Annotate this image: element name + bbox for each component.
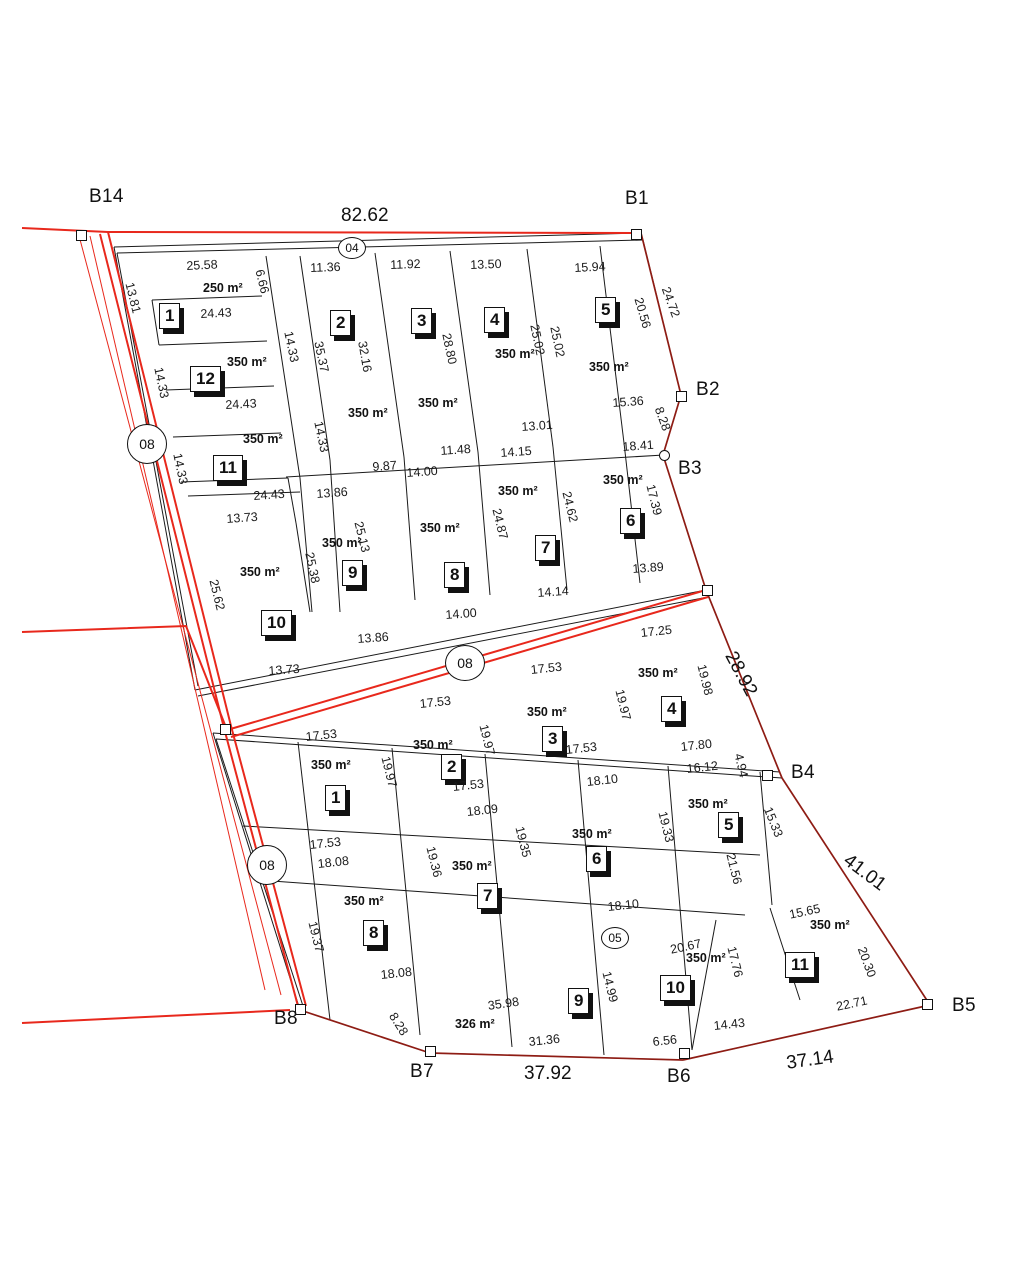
lot-number-box[interactable]: 6: [620, 508, 641, 534]
edge-dimension-label: 8.28: [651, 405, 674, 433]
edge-dimension-label: 18.08: [380, 964, 413, 982]
edge-dimension-label: 17.53: [565, 739, 598, 757]
lot-area-label: 350 m²: [686, 951, 726, 965]
road-red-thin: [78, 232, 281, 995]
edge-dimension-label: 20.67: [669, 936, 703, 957]
edge-dimension-label: 20.56: [631, 296, 654, 330]
lot-area-label: 350 m²: [240, 565, 280, 579]
lot-area-label: 350 m²: [322, 536, 362, 550]
lot-number-box[interactable]: 8: [444, 562, 465, 588]
corner-label-B7: B7: [410, 1061, 434, 1082]
edge-dimension-label: 17.53: [305, 726, 338, 744]
edge-dimension-label: 17.25: [640, 622, 673, 640]
edge-dimension-label: 19.36: [423, 845, 445, 879]
corner-node-B14: [76, 230, 87, 241]
edge-dimension-label: 18.41: [622, 437, 655, 454]
lot-area-label: 350 m²: [452, 859, 492, 873]
corner-label-B3: B3: [678, 458, 702, 479]
lot-number-box[interactable]: 7: [477, 883, 498, 909]
perimeter-dimension: 41.01: [839, 850, 890, 896]
edge-dimension-label: 18.10: [586, 771, 619, 789]
edge-dimension-label: 20.30: [854, 945, 879, 980]
edge-dimension-label: 14.43: [713, 1015, 746, 1033]
corner-node-B4: [762, 770, 773, 781]
road-marker-04: 04: [338, 237, 366, 259]
edge-dimension-label: 11.36: [310, 259, 341, 275]
edge-dimension-label: 14.99: [599, 970, 621, 1004]
road-red-lines: [22, 228, 708, 1023]
road-marker-05: 05: [601, 927, 629, 949]
edge-dimension-label: 19.98: [694, 663, 716, 697]
corner-label-B6: B6: [667, 1066, 691, 1087]
edge-dimension-label: 18.09: [466, 801, 499, 819]
perimeter-dimension: 28.92: [720, 648, 762, 700]
edge-dimension-label: 19.33: [655, 810, 677, 844]
edge-dimension-label: 24.72: [658, 285, 683, 320]
edge-dimension-label: 35.37: [311, 340, 332, 374]
lot-area-label: 350 m²: [527, 705, 567, 719]
edge-dimension-label: 22.71: [835, 993, 869, 1014]
parcel-lines: [114, 233, 930, 1060]
road-marker-08-left: 08: [127, 424, 167, 464]
lot-number-box[interactable]: 4: [484, 307, 505, 333]
edge-dimension-label: 25.02: [527, 323, 548, 357]
lot-area-label: 350 m²: [572, 827, 612, 841]
road-marker-08-mid: 08: [445, 645, 485, 681]
edge-dimension-label: 25.58: [186, 257, 218, 273]
edge-dimension-label: 14.15: [500, 443, 533, 460]
lot-number-box[interactable]: 11: [785, 952, 815, 978]
edge-dimension-label: 18.10: [607, 896, 640, 914]
edge-dimension-label: 31.36: [528, 1031, 561, 1049]
edge-dimension-label: 8.28: [386, 1010, 411, 1039]
edge-dimension-label: 19.97: [476, 723, 498, 757]
corner-label-B2: B2: [696, 379, 720, 400]
lot-number-box[interactable]: 7: [535, 535, 556, 561]
edge-dimension-label: 14.33: [151, 366, 172, 400]
edge-dimension-label: 25.02: [547, 325, 568, 359]
corner-label-B4: B4: [791, 762, 815, 783]
corner-node-B6: [679, 1048, 690, 1059]
edge-dimension-label: 11.92: [390, 256, 421, 272]
lot-area-label: 350 m²: [243, 432, 283, 446]
corner-node-B7: [425, 1046, 436, 1057]
edge-dimension-label: 19.35: [512, 825, 534, 859]
lot-number-box[interactable]: 6: [586, 846, 607, 872]
lot-number-box[interactable]: 8: [363, 920, 384, 946]
corner-node-left-mid: [220, 724, 231, 735]
lot-area-label: 350 m²: [589, 360, 629, 374]
edge-dimension-label: 25.13: [351, 520, 373, 554]
corner-node-B1: [631, 229, 642, 240]
edge-dimension-label: 13.86: [357, 629, 390, 646]
edge-dimension-label: 13.01: [521, 417, 554, 434]
edge-dimension-label: 32.16: [355, 340, 375, 374]
corner-label-B14: B14: [89, 186, 124, 207]
edge-dimension-label: 9.87: [372, 458, 398, 474]
edge-dimension-label: 13.89: [632, 559, 665, 576]
lot-number-box[interactable]: 1: [325, 785, 346, 811]
edge-dimension-label: 4.94: [731, 752, 751, 780]
lot-area-label: 350 m²: [311, 758, 351, 772]
lot-number-box[interactable]: 5: [718, 812, 739, 838]
lot-number-box[interactable]: 4: [661, 696, 682, 722]
lot-number-box[interactable]: 12: [190, 366, 221, 392]
lot-area-label: 350 m²: [420, 521, 460, 535]
edge-dimension-label: 24.62: [559, 490, 581, 524]
lot-area-label: 350 m²: [638, 666, 678, 680]
lot-number-box[interactable]: 3: [542, 726, 563, 752]
edge-dimension-label: 15.94: [574, 259, 606, 275]
edge-dimension-label: 24.87: [489, 507, 511, 541]
edge-dimension-label: 14.00: [406, 463, 439, 480]
edge-dimension-label: 17.53: [452, 776, 485, 794]
edge-dimension-label: 11.48: [440, 441, 472, 458]
edge-dimension-label: 19.37: [305, 920, 327, 954]
lot-number-box[interactable]: 3: [411, 308, 432, 334]
corner-node-mid: [702, 585, 713, 596]
edge-dimension-label: 21.56: [723, 852, 745, 886]
corner-label-B1: B1: [625, 188, 649, 209]
edge-dimension-label: 14.33: [311, 420, 332, 454]
edge-dimension-label: 17.53: [309, 834, 342, 852]
edge-dimension-label: 24.43: [200, 305, 232, 321]
edge-dimension-label: 19.97: [378, 755, 400, 789]
lot-area-label: 350 m²: [227, 355, 267, 369]
edge-dimension-label: 15.36: [612, 393, 645, 410]
lot-area-label: 350 m²: [348, 406, 388, 420]
perimeter-dimension: 82.62: [341, 205, 389, 226]
edge-dimension-label: 17.80: [680, 736, 713, 754]
edge-dimension-label: 14.14: [537, 583, 570, 600]
lot-area-label: 350 m²: [418, 396, 458, 410]
lot-number-box[interactable]: 5: [595, 297, 616, 323]
edge-dimension-label: 25.38: [302, 551, 323, 585]
edge-dimension-label: 15.33: [761, 805, 786, 840]
corner-node-B8: [295, 1004, 306, 1015]
edge-dimension-label: 14.33: [281, 330, 302, 364]
edge-dimension-label: 16.12: [686, 758, 719, 776]
edge-dimension-label: 15.65: [788, 901, 822, 922]
edge-dimension-label: 35.98: [487, 994, 520, 1013]
edge-dimension-label: 28.80: [439, 332, 460, 366]
lot-number-box[interactable]: 11: [213, 455, 243, 481]
edge-dimension-label: 13.50: [470, 256, 502, 272]
lot-area-label: 350 m²: [688, 797, 728, 811]
edge-dimension-label: 17.39: [643, 483, 665, 517]
edge-dimension-label: 19.97: [612, 688, 634, 722]
lot-number-box[interactable]: 2: [441, 754, 462, 780]
corner-node-B2: [676, 391, 687, 402]
lot-number-box[interactable]: 1: [159, 303, 180, 329]
edge-dimension-label: 6.56: [652, 1032, 678, 1049]
edge-dimension-label: 24.43: [253, 486, 286, 503]
edge-dimension-label: 13.73: [268, 661, 301, 678]
perimeter-dimension: 37.14: [785, 1046, 836, 1074]
corner-node-B5: [922, 999, 933, 1010]
lot-area-label: 250 m²: [203, 281, 243, 295]
lot-area-label: 350 m²: [498, 484, 538, 498]
edge-dimension-label: 17.53: [419, 693, 452, 711]
edge-dimension-label: 14.00: [445, 605, 478, 622]
lot-number-box[interactable]: 10: [261, 610, 292, 636]
lot-area-label: 350 m²: [810, 918, 850, 932]
lot-area-label: 350 m²: [495, 347, 535, 361]
lot-number-box[interactable]: 10: [660, 975, 691, 1001]
lot-area-label: 326 m²: [455, 1017, 495, 1031]
edge-dimension-label: 25.62: [206, 578, 228, 612]
edge-dimension-label: 24.43: [225, 396, 257, 412]
road-marker-08-lower: 08: [247, 845, 287, 885]
edge-dimension-label: 17.53: [530, 659, 563, 677]
lot-area-label: 350 m²: [344, 894, 384, 908]
edge-dimension-label: 13.73: [226, 509, 259, 526]
edge-dimension-label: 13.81: [122, 281, 144, 315]
lot-number-box[interactable]: 2: [330, 310, 351, 336]
corner-label-B8: B8: [274, 1008, 298, 1029]
corner-label-B5: B5: [952, 995, 976, 1016]
edge-dimension-label: 13.86: [316, 484, 349, 501]
edge-dimension-label: 18.08: [317, 853, 350, 871]
edge-dimension-label: 6.66: [252, 268, 272, 296]
lot-area-label: 350 m²: [603, 473, 643, 487]
corner-node-B3: [659, 450, 670, 461]
edge-dimension-label: 17.76: [724, 945, 746, 979]
lot-area-label: 350 m²: [413, 738, 453, 752]
lot-number-box[interactable]: 9: [342, 560, 363, 586]
lot-number-box[interactable]: 9: [568, 988, 589, 1014]
edge-dimension-label: 14.33: [170, 452, 191, 486]
perimeter-dimension: 37.92: [524, 1063, 572, 1084]
